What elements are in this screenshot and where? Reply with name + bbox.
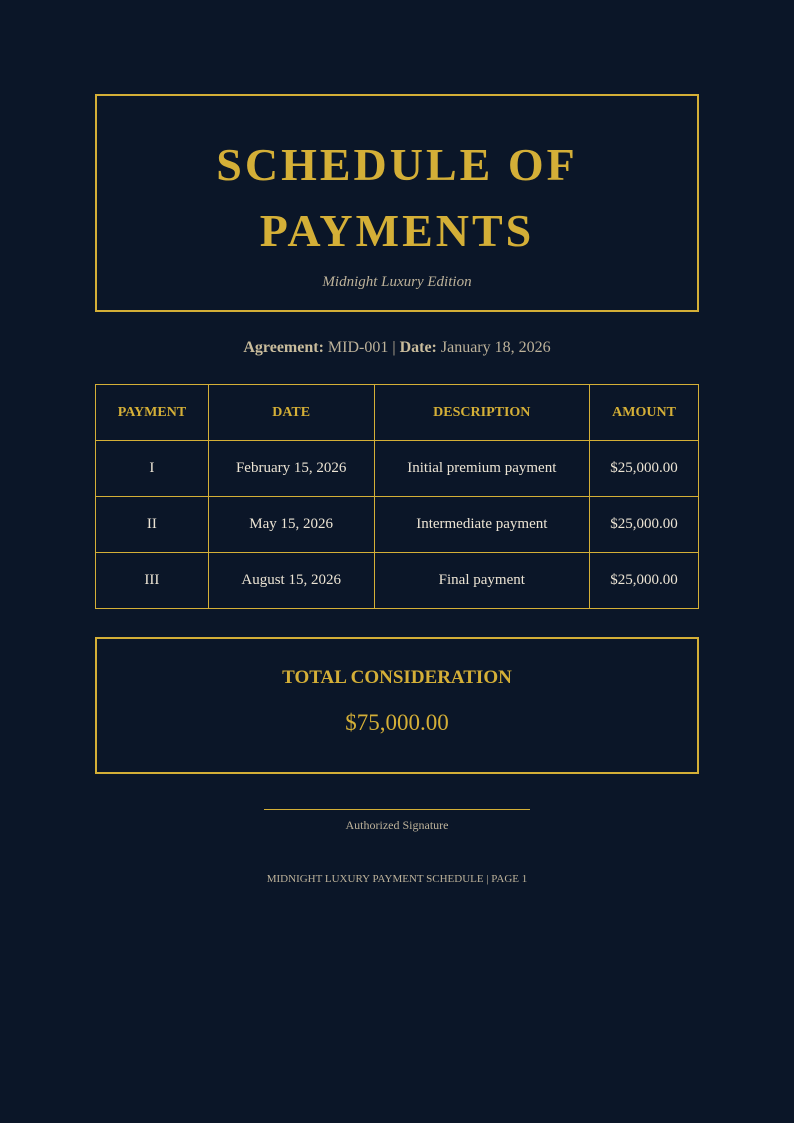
document-page xyxy=(95,94,699,885)
total-label: TOTAL CONSIDERATION xyxy=(282,667,512,688)
payment-amount: $25,000.00 xyxy=(590,441,699,497)
payment-description: Final payment xyxy=(374,553,590,609)
meta-separator: | xyxy=(392,339,396,356)
agreement-label: Agreement: xyxy=(243,339,324,356)
date-label: Date: xyxy=(399,339,437,356)
agreement-meta xyxy=(95,339,699,357)
column-header-description: DESCRIPTION xyxy=(374,385,590,441)
table-row xyxy=(96,441,699,497)
payment-number: III xyxy=(96,553,209,609)
payment-number: II xyxy=(96,497,209,553)
total-value: $75,000.00 xyxy=(345,710,449,735)
payment-amount: $25,000.00 xyxy=(590,553,699,609)
title-box xyxy=(95,94,699,312)
payment-amount: $25,000.00 xyxy=(590,497,699,553)
total-box xyxy=(95,637,699,774)
payment-date: February 15, 2026 xyxy=(208,441,374,497)
table-header-row xyxy=(96,385,699,441)
page-subtitle: Midnight Luxury Edition xyxy=(322,274,472,290)
date-value: January 18, 2026 xyxy=(440,339,551,356)
payment-description: Initial premium payment xyxy=(374,441,590,497)
agreement-value: MID-001 xyxy=(327,339,389,356)
signature-label: Authorized Signature xyxy=(345,818,449,832)
page-title: SCHEDULE OF PAYMENTS xyxy=(216,139,578,256)
payment-date: May 15, 2026 xyxy=(208,497,374,553)
payment-description: Intermediate payment xyxy=(374,497,590,553)
table-row xyxy=(96,553,699,609)
page-footer: MIDNIGHT LUXURY PAYMENT SCHEDULE | PAGE 1 xyxy=(266,873,528,885)
payment-number: I xyxy=(96,441,209,497)
column-header-amount: AMOUNT xyxy=(590,385,699,441)
table-row xyxy=(96,497,699,553)
column-header-date: DATE xyxy=(208,385,374,441)
payment-date: August 15, 2026 xyxy=(208,553,374,609)
signature-line xyxy=(264,809,530,810)
column-header-payment: PAYMENT xyxy=(96,385,209,441)
payment-schedule-table xyxy=(95,384,699,609)
